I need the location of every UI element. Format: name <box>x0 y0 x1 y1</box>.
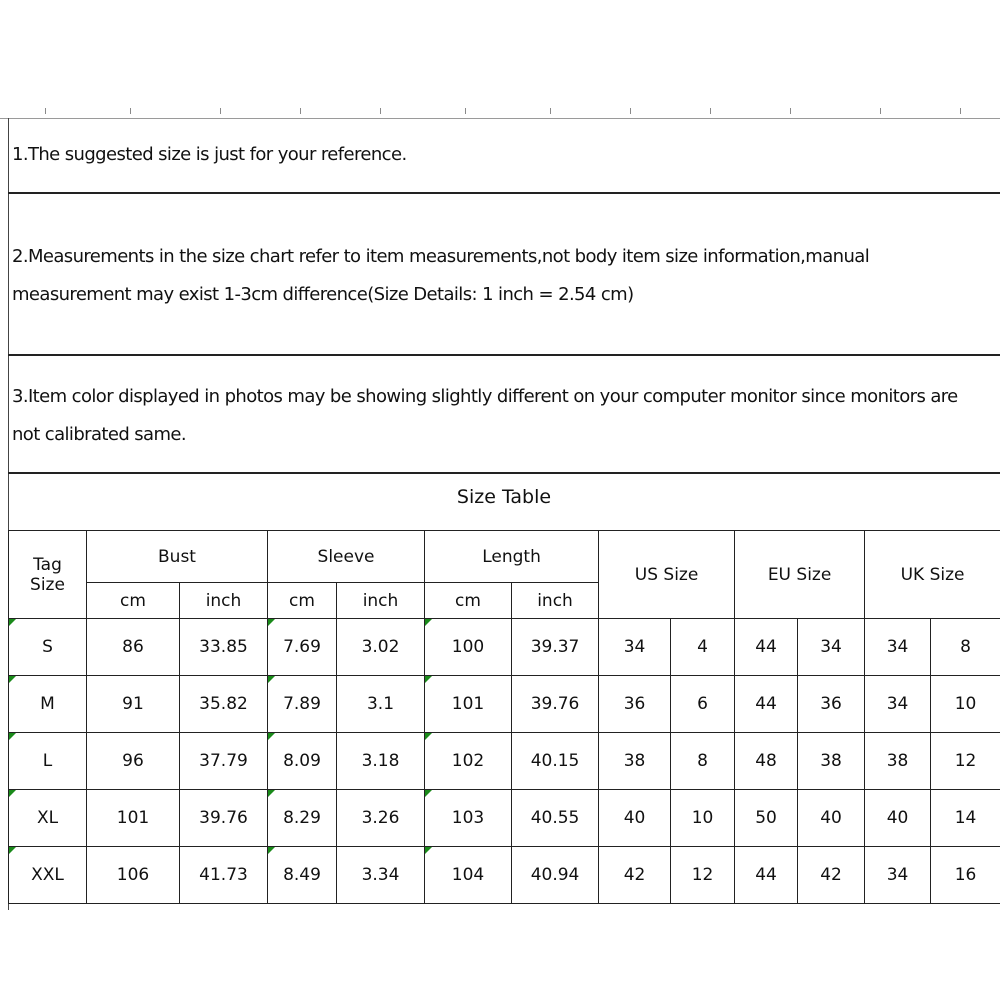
unit-inch: inch <box>337 583 425 619</box>
table-cell: 34 <box>865 676 931 733</box>
table-cell: 10 <box>671 790 735 847</box>
divider <box>8 472 1000 474</box>
table-cell: 8.29 <box>268 790 337 847</box>
size-table <box>8 530 1000 904</box>
uk-size-header: UK Size <box>865 531 1000 619</box>
table-cell: 39.37 <box>512 619 599 676</box>
table-row <box>9 619 1000 676</box>
table-cell: 3.02 <box>337 619 425 676</box>
table-cell: 34 <box>865 619 931 676</box>
table-cell: 40 <box>599 790 671 847</box>
table-cell: 16 <box>931 847 1000 904</box>
table-cell: 41.73 <box>180 847 268 904</box>
table-cell: 33.85 <box>180 619 268 676</box>
tag-size-label: Tag <box>33 554 62 575</box>
table-cell: 40 <box>798 790 865 847</box>
table-cell: 100 <box>425 619 512 676</box>
table-cell: 40.15 <box>512 733 599 790</box>
table-cell: 14 <box>931 790 1000 847</box>
table-cell: 40.94 <box>512 847 599 904</box>
divider <box>8 192 1000 194</box>
table-cell: 34 <box>599 619 671 676</box>
table-cell: 102 <box>425 733 512 790</box>
table-cell: 44 <box>735 619 798 676</box>
table-cell: 37.79 <box>180 733 268 790</box>
table-cell: 3.26 <box>337 790 425 847</box>
us-size-header: US Size <box>599 531 735 619</box>
size-label-cell: M <box>9 676 87 733</box>
table-cell: 103 <box>425 790 512 847</box>
size-label-cell: L <box>9 733 87 790</box>
table-cell: 34 <box>865 847 931 904</box>
eu-size-header: EU Size <box>735 531 865 619</box>
table-cell: 42 <box>798 847 865 904</box>
table-cell: 39.76 <box>512 676 599 733</box>
table-row <box>9 847 1000 904</box>
table-cell: 39.76 <box>180 790 268 847</box>
table-cell: 101 <box>87 790 180 847</box>
table-cell: 42 <box>599 847 671 904</box>
table-cell: 3.34 <box>337 847 425 904</box>
size-label-cell: XXL <box>9 847 87 904</box>
unit-inch: inch <box>180 583 268 619</box>
spreadsheet <box>0 108 1000 910</box>
table-cell: 38 <box>865 733 931 790</box>
divider <box>8 354 1000 356</box>
table-cell: 38 <box>599 733 671 790</box>
table-cell: 8 <box>671 733 735 790</box>
table-cell: 8.49 <box>268 847 337 904</box>
table-row <box>9 676 1000 733</box>
table-cell: 104 <box>425 847 512 904</box>
column-header-strip <box>0 108 1000 119</box>
table-cell: 36 <box>599 676 671 733</box>
note-3: 3.Item color displayed in photos may be showing slightly different on your computer monitor since monitors are not calibrated same. <box>12 386 958 445</box>
table-cell: 4 <box>671 619 735 676</box>
unit-cm: cm <box>87 583 180 619</box>
table-cell: 96 <box>87 733 180 790</box>
size-rows <box>9 619 1000 904</box>
unit-cm: cm <box>268 583 337 619</box>
table-row <box>9 733 1000 790</box>
table-cell: 91 <box>87 676 180 733</box>
tag-size-header <box>9 531 87 619</box>
note-2: 2.Measurements in the size chart refer to item measurements,not body item size information,manual measurement may exist 1-3cm difference(Size Details: 1 inch = 2.54 cm) <box>12 246 870 305</box>
table-cell: 50 <box>735 790 798 847</box>
bust-header: Bust <box>87 531 268 583</box>
table-cell: 8 <box>931 619 1000 676</box>
table-cell: 12 <box>931 733 1000 790</box>
table-cell: 6 <box>671 676 735 733</box>
table-cell: 44 <box>735 847 798 904</box>
unit-inch: inch <box>512 583 599 619</box>
size-label-cell: XL <box>9 790 87 847</box>
table-cell: 101 <box>425 676 512 733</box>
table-row <box>9 790 1000 847</box>
table-cell: 40 <box>865 790 931 847</box>
unit-cm: cm <box>425 583 512 619</box>
sleeve-header: Sleeve <box>268 531 425 583</box>
table-cell: 38 <box>798 733 865 790</box>
table-cell: 3.18 <box>337 733 425 790</box>
table-cell: 8.09 <box>268 733 337 790</box>
table-cell: 106 <box>87 847 180 904</box>
size-table-title: Size Table <box>456 486 552 508</box>
table-cell: 7.89 <box>268 676 337 733</box>
size-label-cell: S <box>9 619 87 676</box>
table-cell: 44 <box>735 676 798 733</box>
table-cell: 3.1 <box>337 676 425 733</box>
table-cell: 34 <box>798 619 865 676</box>
note-1: 1.The suggested size is just for your reference. <box>12 144 407 165</box>
table-cell: 36 <box>798 676 865 733</box>
table-cell: 86 <box>87 619 180 676</box>
table-cell: 7.69 <box>268 619 337 676</box>
table-cell: 35.82 <box>180 676 268 733</box>
table-cell: 10 <box>931 676 1000 733</box>
table-cell: 40.55 <box>512 790 599 847</box>
table-cell: 48 <box>735 733 798 790</box>
length-header: Length <box>425 531 599 583</box>
table-cell: 12 <box>671 847 735 904</box>
tag-size-label: Size <box>30 574 65 595</box>
